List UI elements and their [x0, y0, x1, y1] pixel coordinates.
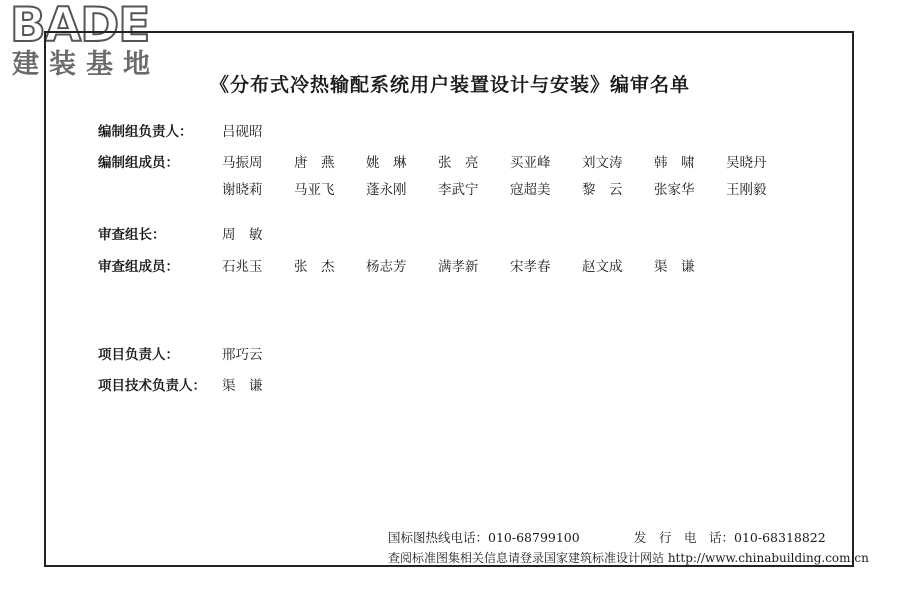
distribution-phone-text: 发 行 电 话：010-68318822: [634, 530, 826, 545]
member-names: [222, 343, 822, 365]
member-name: 渠 谦: [222, 378, 263, 394]
hotline-text: 国标图热线电话：010-68799100: [388, 530, 580, 545]
member-name: 吴晓丹: [726, 155, 767, 171]
role-label: 编制组成员：: [98, 155, 179, 171]
member-name: 买亚峰: [510, 155, 551, 171]
member-name: 满孝新: [438, 259, 479, 275]
member-name: 马亚飞: [294, 182, 335, 198]
website-note[interactable]: 查阅标准图集相关信息请登录国家建筑标准设计网站 http://www.chinabuilding.com.cn: [388, 551, 869, 565]
member-name: 宋孝春: [510, 259, 551, 275]
member-name: 周 敏: [222, 227, 263, 243]
member-name: 蓬永刚: [366, 182, 407, 198]
member-names: [222, 223, 822, 245]
member-name: 石兆玉: [222, 259, 263, 275]
member-name: 杨志芳: [366, 259, 407, 275]
member-name: 赵文成: [582, 259, 623, 275]
member-name: 李武宁: [438, 182, 479, 198]
role-label: 审查组成员：: [98, 259, 179, 275]
member-name: 王刚毅: [726, 182, 767, 198]
member-name: 张家华: [654, 182, 695, 198]
page-frame: [44, 31, 854, 567]
member-name: 张 杰: [294, 259, 335, 275]
role-label: 编制组负责人：: [98, 124, 193, 140]
member-names: [222, 178, 822, 200]
member-names: [222, 374, 822, 396]
logo-brand-cn: 建装基地: [12, 49, 160, 80]
member-names: [222, 151, 822, 173]
member-name: 寇超美: [510, 182, 551, 198]
role-label: 审查组长：: [98, 227, 166, 243]
member-name: 张 亮: [438, 155, 479, 171]
member-name: 马振周: [222, 155, 263, 171]
member-name: 韩 啸: [654, 155, 695, 171]
member-name: 唐 燕: [294, 155, 335, 171]
role-label: 项目技术负责人：: [98, 378, 206, 394]
member-name: 渠 谦: [654, 259, 695, 275]
logo-brand-en: BADE: [10, 0, 150, 53]
member-name: 谢晓莉: [222, 182, 263, 198]
member-name: 邢巧云: [222, 347, 263, 363]
document-title: 《分布式冷热输配系统用户装置设计与安装》编审名单: [209, 74, 690, 96]
member-name: 黎 云: [582, 182, 623, 198]
member-name: 姚 琳: [366, 155, 407, 171]
member-name: 吕砚昭: [222, 124, 263, 140]
member-names: [222, 255, 822, 277]
member-name: 刘文涛: [582, 155, 623, 171]
role-label: 项目负责人：: [98, 347, 179, 363]
member-names: [222, 120, 822, 142]
